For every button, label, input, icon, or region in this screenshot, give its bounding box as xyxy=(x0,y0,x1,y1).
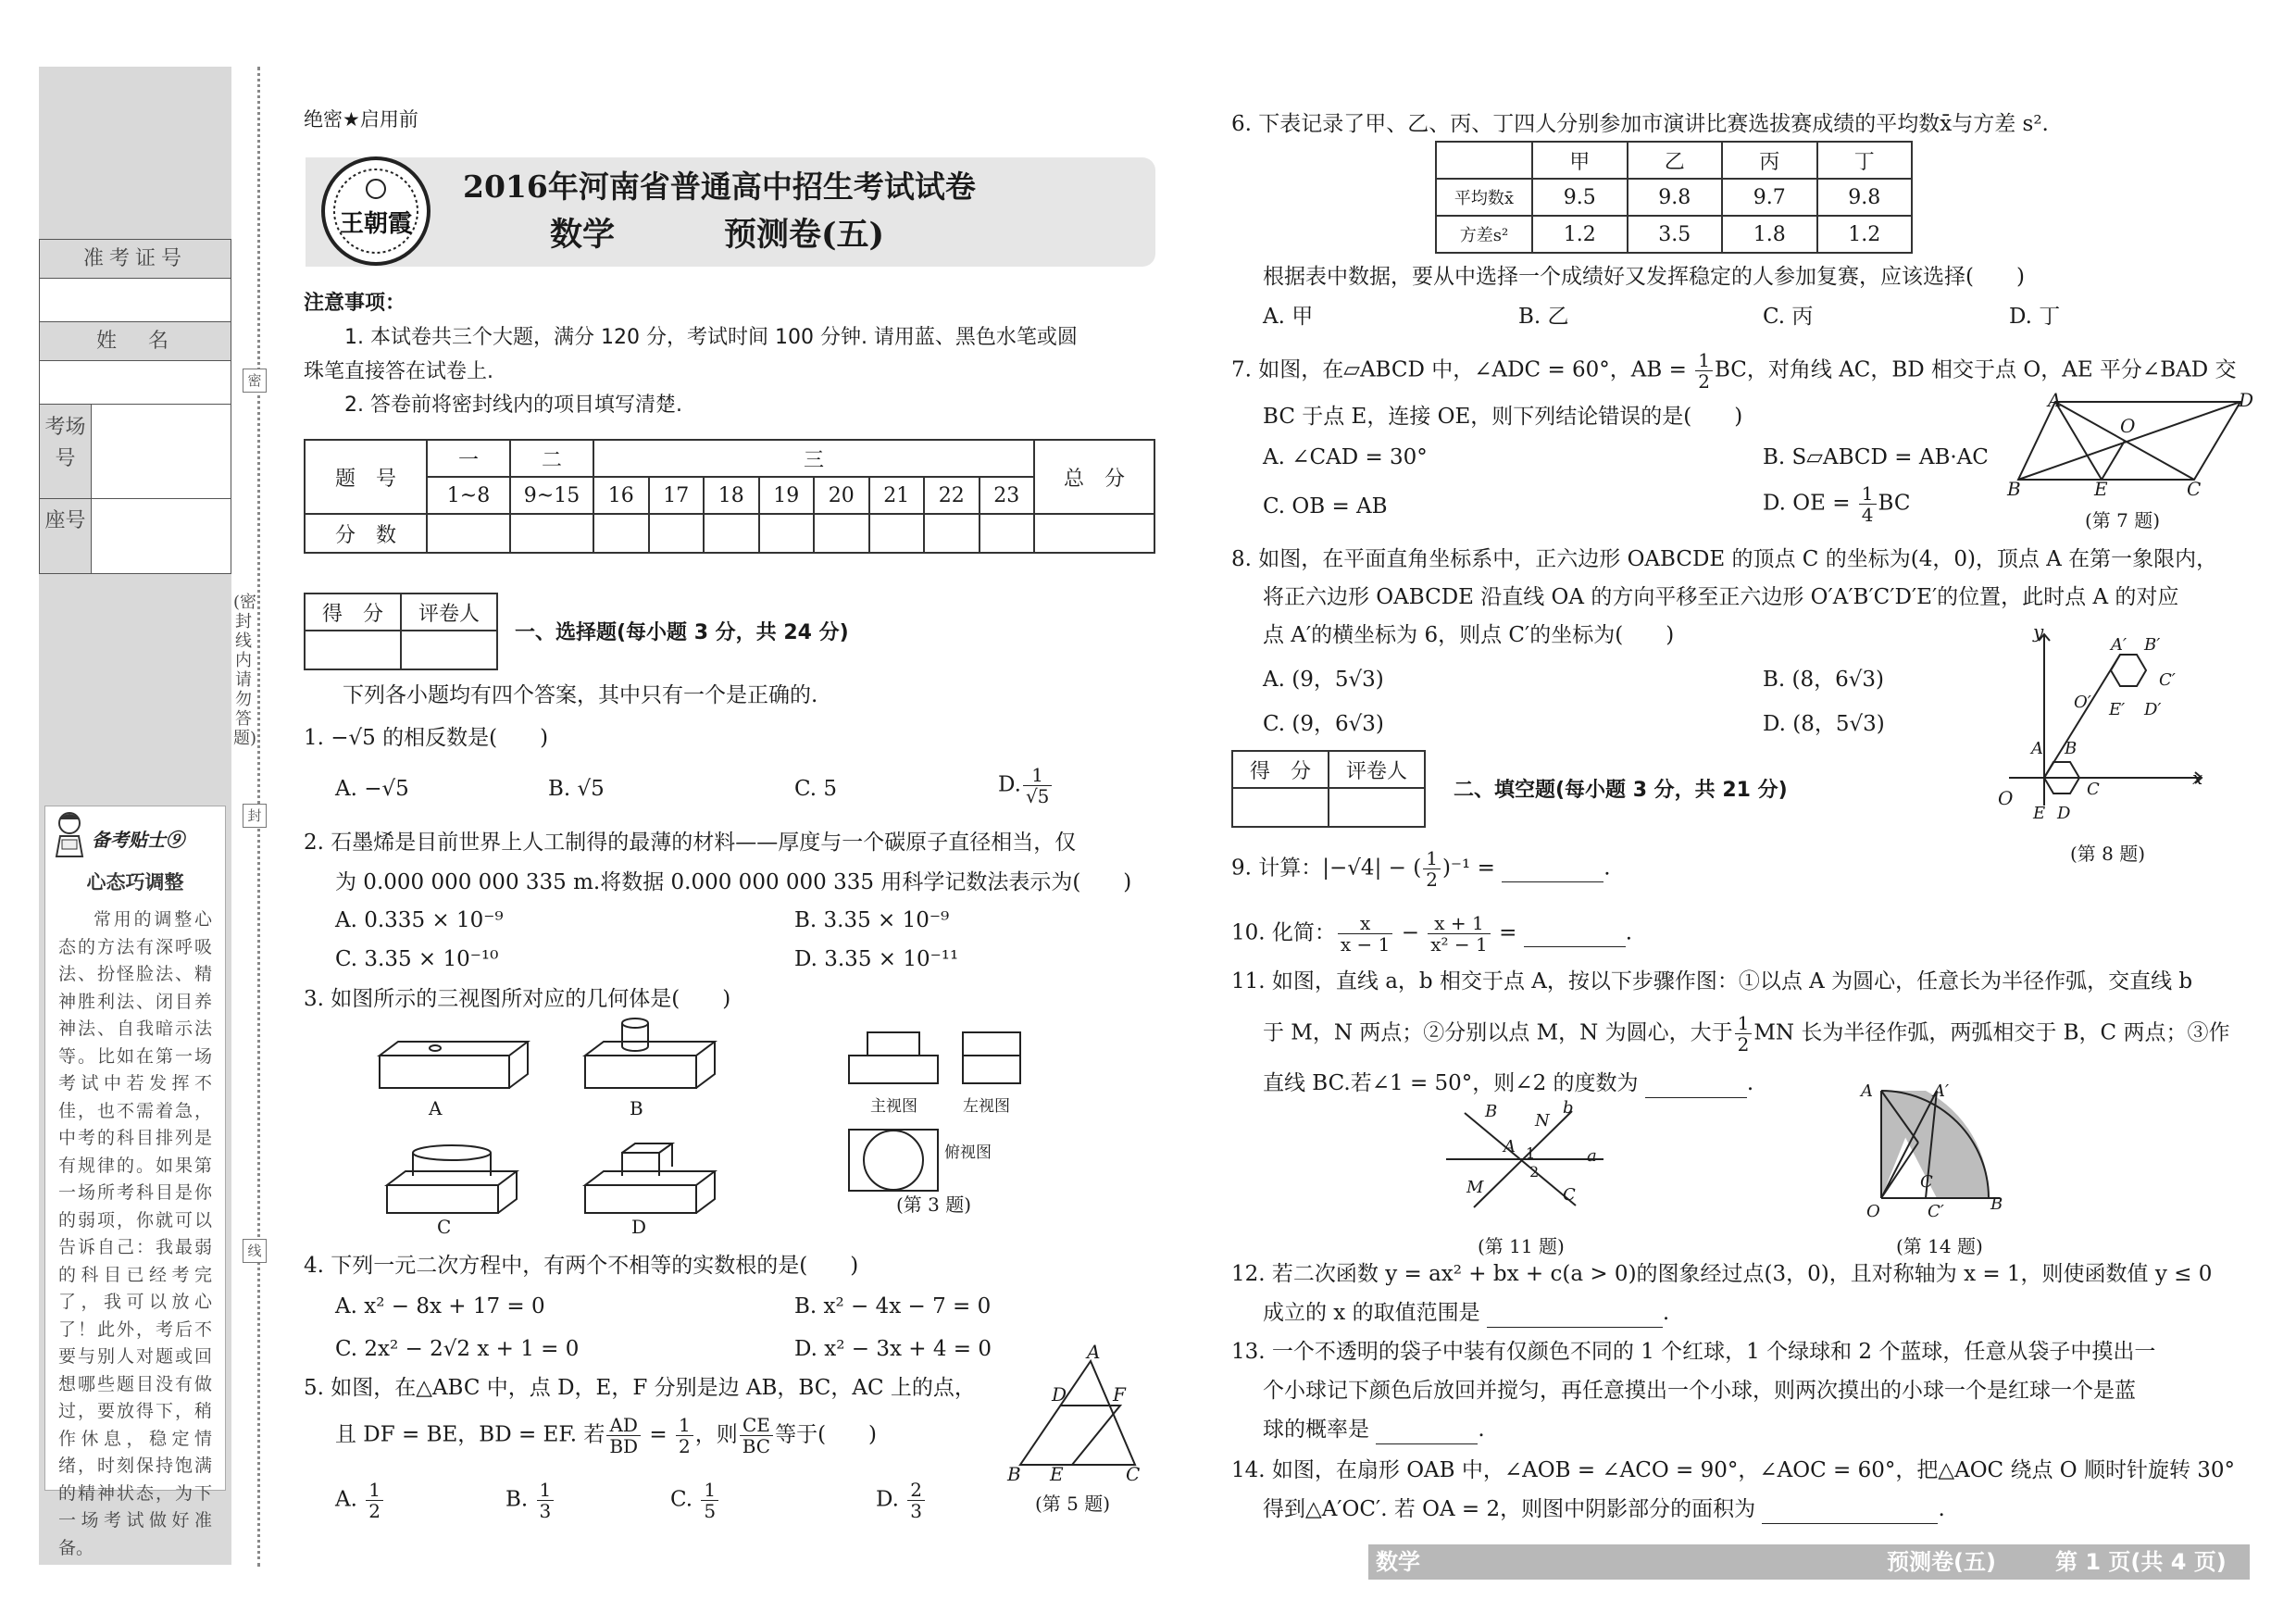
notice-item-2: 2. 答卷前将密封线内的项目填写清楚. xyxy=(344,394,682,417)
q10-answer-blank[interactable] xyxy=(1524,920,1626,948)
exam-number-label: 准考证号 xyxy=(40,240,231,279)
q14-point-c: C xyxy=(1920,1172,1933,1192)
q5-f1-den: BD xyxy=(609,1435,639,1457)
paper-title: 预测卷(五) xyxy=(724,216,885,254)
q8-line1: 8. 如图，在平面直角坐标系中，正六边形 OABCDE 的顶点 C 的坐标为(4，0)，顶点 A 在第一象限内， xyxy=(1231,547,2218,571)
q1-option-b[interactable]: B. √5 xyxy=(548,777,605,801)
q3-label-a: A xyxy=(429,1097,443,1119)
tip-title: 备考贴士⑨ xyxy=(92,829,184,851)
q8-vertex-d-prime: D′ xyxy=(2144,700,2162,719)
score-table-qnum: 16 xyxy=(593,477,649,514)
score-cell[interactable] xyxy=(427,514,510,553)
score-table-qnum: 21 xyxy=(869,477,925,514)
q5-point-c: C xyxy=(1126,1463,1141,1485)
q8-option-d[interactable]: D. (8，5√3) xyxy=(1763,712,1885,736)
q1-stem: 1. −√5 的相反数是( ) xyxy=(304,726,549,750)
q5-a-label: A. xyxy=(335,1487,357,1512)
q6-row-var: 方差s² xyxy=(1436,216,1532,253)
q11-figure xyxy=(1446,1104,1603,1215)
q12-line2-text: 成立的 x 的取值范围是 xyxy=(1263,1301,1480,1325)
grader-name-label: 评卷人 xyxy=(1329,751,1425,788)
q5-b-num: 1 xyxy=(537,1480,555,1501)
score-table-row1-label: 题 号 xyxy=(305,440,427,514)
q7-option-a[interactable]: A. ∠CAD = 30° xyxy=(1263,445,1428,469)
q9-f-den: 2 xyxy=(1426,868,1438,891)
q11-point-m: M xyxy=(1466,1178,1484,1197)
q6-option-a[interactable]: A. 甲 xyxy=(1263,305,1314,329)
name-box xyxy=(39,321,231,405)
score-table xyxy=(304,439,1155,554)
q14-figure xyxy=(1870,1083,2000,1213)
q5-c-label: C. xyxy=(670,1487,693,1512)
q5-line2-a: 且 DF = BE，BD = EF. 若 xyxy=(335,1422,605,1447)
q10-f2-den: x² − 1 xyxy=(1430,933,1488,956)
q5-caption: (第 5 题) xyxy=(1035,1493,1111,1515)
q7-line1 xyxy=(1231,350,2236,392)
q7-d-b: BC xyxy=(1878,491,1911,516)
q5-d-num: 2 xyxy=(907,1480,925,1501)
q6-cell: 9.8 xyxy=(1628,179,1723,216)
q5-line2: 且 DF = BE，BD = EF. 若 $\frac{AD}{BD}$ = $\frac{1}{2}$ ，则 $\frac{CE}{BC}$ 等于( ) xyxy=(335,1414,878,1457)
q11-angle-2: 2 xyxy=(1529,1163,1540,1181)
q5-option-d[interactable] xyxy=(876,1480,927,1521)
q11-point-b: B xyxy=(1485,1102,1498,1121)
q13-line3-text: 球的概率是 xyxy=(1263,1418,1369,1442)
q5-line1: 5. 如图，在△ABC 中，点 D，E，F 分别是边 AB，BC，AC 上的点， xyxy=(304,1376,976,1400)
name-field[interactable] xyxy=(40,361,231,404)
q3-top-view: 俯视图 xyxy=(944,1143,992,1162)
q5-b-den: 3 xyxy=(539,1500,552,1522)
grader-name-cell[interactable] xyxy=(1329,788,1425,827)
q13-line1: 13. 一个不透明的袋子中装有仅颜色不同的 1 个红球，1 个绿球和 2 个蓝球，任意从袋子中摸出一 xyxy=(1231,1340,2156,1364)
q7-line1-a: 7. 如图，在▱ABCD 中，∠ADC = 60°，AB = xyxy=(1231,357,1687,382)
brand-seal-icon xyxy=(320,156,431,267)
score-table-total: 总 分 xyxy=(1034,440,1154,514)
q6-cell: 1.2 xyxy=(1532,216,1628,253)
q8-vertex-b: B xyxy=(2065,739,2078,758)
q8-vertex-c-prime: C′ xyxy=(2159,670,2176,690)
q5-option-a[interactable] xyxy=(335,1480,385,1521)
q7-f-den: 2 xyxy=(1698,370,1710,393)
q12-line1: 12. 若二次函数 y = ax² + bx + c(a > 0)的图象经过点(3，0)，且对称轴为 x = 1，则使函数值 y ≤ 0 xyxy=(1231,1262,2213,1286)
q10-label: 10. 化简： xyxy=(1231,920,1336,945)
section1-intro: 下列各小题均有四个答案，其中只有一个是正确的. xyxy=(343,683,818,707)
score-table-qnum: 22 xyxy=(924,477,980,514)
q11-line-b: b xyxy=(1563,1098,1574,1118)
q3-figure xyxy=(370,1018,1111,1259)
q8-vertex-a-prime: A′ xyxy=(2111,635,2128,655)
q12-line2: 成立的 x 的取值范围是 . xyxy=(1263,1300,1669,1328)
q8-vertex-o-prime: O′ xyxy=(2074,693,2091,712)
seal-char-3: 线 xyxy=(243,1239,267,1263)
q5-c-den: 5 xyxy=(704,1500,717,1522)
q5-d-den: 3 xyxy=(910,1500,922,1522)
q9-text-a: 9. 计算：|−√4| − xyxy=(1231,856,1406,881)
q13-answer-blank[interactable] xyxy=(1376,1417,1478,1444)
q14-line2: 得到△A′OC′. 若 OA = 2，则图中阴影部分的面积为 . xyxy=(1263,1496,1945,1524)
seal-char-1: 密 xyxy=(243,369,267,393)
q6-cell: 3.5 xyxy=(1628,216,1723,253)
grader-box-2 xyxy=(1231,750,1426,828)
grader-box-1 xyxy=(304,593,498,670)
score-table-qnum: 17 xyxy=(649,477,705,514)
seat-label: 座号 xyxy=(40,499,92,573)
q7-f-num: 1 xyxy=(1695,350,1713,371)
q6-col: 丁 xyxy=(1817,142,1913,179)
q11-answer-blank[interactable] xyxy=(1645,1070,1747,1098)
q11-point-a: A xyxy=(1504,1137,1516,1156)
q6-question: 根据表中数据，要从中选择一个成绩好又发挥稳定的人参加复赛，应该选择( ) xyxy=(1263,265,2025,289)
q11-f-den: 2 xyxy=(1737,1033,1750,1056)
q5-option-c[interactable] xyxy=(670,1480,720,1521)
q8-vertex-a: A xyxy=(2031,739,2043,758)
q6-cell: 9.8 xyxy=(1817,179,1913,216)
room-box xyxy=(39,404,231,499)
q6-cell: 9.5 xyxy=(1532,179,1628,216)
q7-d-den: 4 xyxy=(1861,504,1874,526)
room-field[interactable] xyxy=(92,405,231,498)
seat-box xyxy=(39,498,231,574)
q7-line2: BC 于点 E，连接 OE，则下列结论错误的是( ) xyxy=(1263,405,1743,429)
notice-heading: 注意事项： xyxy=(304,292,406,315)
subject-title: 数学 xyxy=(550,216,616,254)
footer-page: 第 1 页(共 4 页) xyxy=(2055,1549,2227,1575)
q8-line2: 将正六边形 OABCDE 沿直线 OA 的方向平移至正六边形 O′A′B′C′D′E′的位置，此时点 A 的对应 xyxy=(1263,585,2179,609)
q5-f1-num: AD xyxy=(606,1415,641,1436)
q7-point-a: A xyxy=(2048,389,2062,411)
notice-item-1-cont: 珠笔直接答在试卷上. xyxy=(304,360,493,383)
q10-op: − xyxy=(1401,920,1419,945)
q5-b-label: B. xyxy=(505,1487,529,1512)
grader-score-cell[interactable] xyxy=(305,631,401,669)
q3-stem: 3. 如图所示的三视图所对应的几何体是( ) xyxy=(304,987,731,1011)
score-table-qnum: 20 xyxy=(814,477,869,514)
score-cell[interactable] xyxy=(814,514,869,553)
q8-option-c[interactable]: C. (9，6√3) xyxy=(1263,712,1384,736)
section2-title: 二、填空题(每小题 3 分，共 21 分) xyxy=(1454,779,1788,802)
q11-line2-b: MN 长为半径作弧，两弧相交于 B，C 两点；③作 xyxy=(1753,1020,2230,1045)
q7-point-o: O xyxy=(2120,415,2136,437)
q3-left-view: 左视图 xyxy=(963,1097,1010,1116)
section1-title: 一、选择题(每小题 3 分，共 24 分) xyxy=(515,621,849,644)
q3-front-view: 主视图 xyxy=(870,1097,917,1116)
q5-point-d: D xyxy=(1052,1383,1067,1406)
q9-text-b: ⁻¹ = xyxy=(1450,856,1495,881)
q8-x-axis: x xyxy=(2192,767,2203,789)
grader-name-cell[interactable] xyxy=(401,631,497,669)
footer-subject: 数学 xyxy=(1376,1549,1420,1575)
q5-c-num: 1 xyxy=(701,1480,718,1501)
tip-box xyxy=(44,806,226,1558)
q2-option-c[interactable]: C. 3.35 × 10⁻¹⁰ xyxy=(335,947,499,971)
svg-text:王朝霞: 王朝霞 xyxy=(339,210,413,238)
q1-option-c[interactable]: C. 5 xyxy=(794,777,838,801)
q8-option-b[interactable]: B. (8，6√3) xyxy=(1763,668,1885,692)
grader-name-label: 评卷人 xyxy=(401,594,497,631)
q10-f1-den: x − 1 xyxy=(1340,933,1391,956)
q7-d-num: 1 xyxy=(1859,483,1877,505)
q6-table xyxy=(1435,141,1913,254)
q8-vertex-d: D xyxy=(2057,804,2071,823)
name-label: 姓 名 xyxy=(40,322,231,361)
q14-point-b: B xyxy=(1990,1194,2003,1214)
exam-number-field[interactable] xyxy=(40,279,231,321)
q6-stem: 6. 下表记录了甲、乙、丙、丁四人分别参加市演讲比赛选拔赛成绩的平均数x̄与方差 s². xyxy=(1231,112,2049,136)
score-table-row3-label: 分 数 xyxy=(305,514,427,553)
q12-answer-blank[interactable] xyxy=(1487,1300,1663,1328)
q5-line2-b: ，则 xyxy=(694,1422,738,1447)
q6-cell: 9.7 xyxy=(1722,179,1817,216)
room-label: 考场号 xyxy=(40,405,92,498)
q4-option-c[interactable]: C. 2x² − 2√2 x + 1 = 0 xyxy=(335,1337,580,1361)
exam-number-box xyxy=(39,239,231,322)
q8-origin: O xyxy=(1998,787,2014,809)
q6-option-b[interactable]: B. 乙 xyxy=(1518,305,1569,329)
q9-answer-blank[interactable] xyxy=(1502,856,1603,883)
q11-line1: 11. 如图，直线 a，b 相交于点 A，按以下步骤作图：①以点 A 为圆心，任意长为半径作弧，交直线 b xyxy=(1231,969,2193,993)
q11-point-n: N xyxy=(1535,1111,1550,1131)
score-cell[interactable] xyxy=(704,514,759,553)
q14-answer-blank[interactable] xyxy=(1762,1496,1938,1524)
q1-d-num: 1 xyxy=(1023,765,1052,786)
q2-option-b[interactable]: B. 3.35 × 10⁻⁹ xyxy=(794,908,950,932)
q14-point-c-prime: C′ xyxy=(1928,1202,1944,1221)
q8-vertex-e: E xyxy=(2033,804,2046,823)
score-table-range: 1~8 xyxy=(427,477,510,514)
q7-line1-b: BC，对角线 AC，BD 相交于点 O，AE 平分∠BAD 交 xyxy=(1714,357,2237,382)
q13-line2: 个小球记下颜色后放回并搅匀，再任意摸出一个小球，则两次摸出的小球一个是红球一个是蓝 xyxy=(1263,1379,2136,1403)
q11-line2 xyxy=(1263,1013,2229,1055)
score-table-qnum: 18 xyxy=(704,477,759,514)
q1-option-d[interactable] xyxy=(998,765,1054,806)
q11-caption: (第 11 题) xyxy=(1478,1235,1565,1257)
score-cell[interactable] xyxy=(510,514,593,553)
q10-line: 10. 化简： $\frac{x}{x - 1}$ − $\frac{x + 1}{\text{x² − 1}}$ = . xyxy=(1231,912,1632,956)
q14-point-a: A xyxy=(1861,1081,1873,1101)
tip-body: 常用的调整心态的方法有深呼吸法、扮怪脸法、精神胜利法、闭目养神法、自我暗示法等。比如在第一场考试中若发挥不佳，也不需着急，中考的科目排列是有规律的。如果第一场所考科目是你的弱项，你就可以告诉自己：我最弱的科目已经考完了，我可以放心了！此外，考后不要与别人对题或回想哪些题目没有做过，要放得下，稍作休息，稳定情绪，时刻保持饱满的精神状态，为下一场考试做好准备。 xyxy=(58,909,212,1558)
q11-line2-a: 于 M，N 两点；②分别以点 M，N 为圆心，大于 xyxy=(1263,1020,1733,1045)
q7-caption: (第 7 题) xyxy=(2085,509,2161,531)
q6-option-d[interactable]: D. 丁 xyxy=(2009,305,2061,329)
seal-char-2: 封 xyxy=(243,804,267,828)
q6-col: 甲 xyxy=(1532,142,1628,179)
q1-d-label: D. xyxy=(998,772,1021,797)
q14-point-a-prime: A′ xyxy=(1933,1081,1950,1101)
q5-d-label: D. xyxy=(876,1487,899,1512)
q3-label-b: B xyxy=(630,1097,643,1119)
q5-a-den: 2 xyxy=(368,1500,381,1522)
q6-corner xyxy=(1436,142,1532,179)
q10-eq: = xyxy=(1499,920,1517,945)
notice-item-1: 1. 本试卷共三个大题，满分 120 分，考试时间 100 分钟. 请用蓝、黑色水笔或圆 xyxy=(344,326,1078,349)
q9-f-num: 1 xyxy=(1423,848,1441,869)
score-cell[interactable] xyxy=(1034,514,1154,553)
q3-caption: (第 3 题) xyxy=(896,1193,972,1216)
q7-option-c[interactable]: C. OB = AB xyxy=(1263,494,1388,519)
q8-vertex-c: C xyxy=(2087,780,2100,799)
q8-vertex-e-prime: E′ xyxy=(2109,700,2126,719)
score-cell[interactable] xyxy=(593,514,649,553)
score-cell[interactable] xyxy=(924,514,980,553)
grader-score-label: 得 分 xyxy=(1232,751,1329,788)
q10-f1-num: x xyxy=(1338,913,1392,934)
tip-header xyxy=(45,806,225,864)
q14-caption: (第 14 题) xyxy=(1896,1235,1983,1257)
q6-row-mean: 平均数x̄ xyxy=(1436,179,1532,216)
q11-line3-text: 直线 BC.若∠1 = 50°，则∠2 的度数为 xyxy=(1263,1071,1639,1095)
grader-score-label: 得 分 xyxy=(305,594,401,631)
q14-line1: 14. 如图，在扇形 OAB 中，∠AOB = ∠ACO = 90°，∠AOC = 60°，把△AOC 绕点 O 顺时针旋转 30° xyxy=(1231,1458,2236,1482)
score-cell[interactable] xyxy=(869,514,925,553)
score-cell[interactable] xyxy=(759,514,815,553)
q4-stem: 4. 下列一元二次方程中，有两个不相等的实数根的是( ) xyxy=(304,1254,859,1278)
q8-vertex-b-prime: B′ xyxy=(2144,635,2161,655)
q4-option-b[interactable]: B. x² − 4x − 7 = 0 xyxy=(794,1294,992,1318)
q2-line1: 2. 石墨烯是目前世界上人工制得的最薄的材料——厚度与一个碳原子直径相当，仅 xyxy=(304,831,1077,855)
q5-point-a: A xyxy=(1087,1341,1101,1363)
student-cartoon-icon xyxy=(51,810,88,858)
q11-f-num: 1 xyxy=(1735,1013,1753,1034)
q5-option-b[interactable] xyxy=(505,1480,555,1521)
q14-line2-text: 得到△A′OC′. 若 OA = 2，则图中阴影部分的面积为 xyxy=(1263,1497,1756,1521)
q7-option-d[interactable] xyxy=(1763,483,1910,525)
q6-col: 丙 xyxy=(1722,142,1817,179)
q5-point-b: B xyxy=(1007,1463,1021,1485)
score-cell[interactable] xyxy=(649,514,705,553)
q6-cell: 1.2 xyxy=(1817,216,1913,253)
score-table-sec2: 二 xyxy=(510,440,593,477)
q9-line: 9. 计算：|−√4| − ( $\frac{1}{2}$ )⁻¹ = . xyxy=(1231,847,1611,891)
q4-option-a[interactable]: A. x² − 8x + 17 = 0 xyxy=(335,1294,545,1318)
exam-title: 2016年河南省普通高中招生考试试卷 xyxy=(463,169,976,205)
q7-option-b[interactable]: B. S▱ABCD = AB·AC xyxy=(1763,445,1989,469)
q3-label-c: C xyxy=(437,1216,452,1238)
q5-point-f: F xyxy=(1113,1383,1126,1406)
q5-line2-c: 等于( ) xyxy=(775,1422,878,1447)
q8-figure xyxy=(2000,630,2213,815)
q5-f3-den: BC xyxy=(742,1435,771,1457)
q11-line3: 直线 BC.若∠1 = 50°，则∠2 的度数为 . xyxy=(1263,1070,1753,1098)
q6-option-c[interactable]: C. 丙 xyxy=(1763,305,1814,329)
q7-point-c: C xyxy=(2187,478,2202,500)
q6-col: 乙 xyxy=(1628,142,1723,179)
q7-d-a: D. OE = xyxy=(1763,491,1851,516)
q11-angle-1: 1 xyxy=(1526,1144,1536,1162)
q5-a-num: 1 xyxy=(366,1480,383,1501)
q1-option-a[interactable]: A. −√5 xyxy=(335,777,409,801)
q2-option-d[interactable]: D. 3.35 × 10⁻¹¹ xyxy=(794,947,959,971)
q3-label-d: D xyxy=(631,1216,647,1238)
q13-line3: 球的概率是 . xyxy=(1263,1417,1485,1444)
q8-line3: 点 A′的横坐标为 6，则点 C′的坐标为( ) xyxy=(1263,623,1675,647)
q2-line2: 为 0.000 000 000 335 m.将数据 0.000 000 000 335 用科学记数法表示为( ) xyxy=(335,870,1132,894)
q1-d-den: √5 xyxy=(1025,785,1050,807)
score-table-sec1: 一 xyxy=(427,440,510,477)
grader-score-cell[interactable] xyxy=(1232,788,1329,827)
q7-point-d: D xyxy=(2239,389,2254,411)
score-table-range: 9~15 xyxy=(510,477,593,514)
tip-heading: 心态巧调整 xyxy=(86,870,184,893)
q7-point-e: E xyxy=(2094,478,2108,500)
confidential-label: 绝密★启用前 xyxy=(304,108,418,131)
score-table-sec3: 三 xyxy=(593,440,1034,477)
q7-point-b: B xyxy=(2007,478,2021,500)
q4-option-d[interactable]: D. x² − 3x + 4 = 0 xyxy=(794,1337,992,1361)
q5-f2-num: 1 xyxy=(676,1415,693,1436)
q8-y-axis: y xyxy=(2033,620,2044,643)
q8-caption: (第 8 题) xyxy=(2070,843,2146,865)
q2-option-a[interactable]: A. 0.335 × 10⁻⁹ xyxy=(335,908,504,932)
q5-f2-den: 2 xyxy=(678,1435,691,1457)
q8-option-a[interactable]: A. (9，5√3) xyxy=(1263,668,1384,692)
seal-note: (密封线内请勿答题) xyxy=(233,593,257,748)
q10-f2-num: x + 1 xyxy=(1428,913,1491,934)
q5-f3-num: CE xyxy=(740,1415,773,1436)
q11-line-a: a xyxy=(1587,1146,1597,1166)
score-cell[interactable] xyxy=(980,514,1035,553)
q14-point-o: O xyxy=(1866,1202,1880,1221)
score-table-qnum: 23 xyxy=(980,477,1035,514)
page-footer xyxy=(1368,1544,2250,1580)
q6-cell: 1.8 xyxy=(1722,216,1817,253)
footer-paper: 预测卷(五) xyxy=(1887,1549,1996,1575)
score-table-qnum: 19 xyxy=(759,477,815,514)
seat-field[interactable] xyxy=(92,499,231,573)
q5-point-e: E xyxy=(1050,1463,1064,1485)
q11-point-c: C xyxy=(1563,1185,1576,1205)
